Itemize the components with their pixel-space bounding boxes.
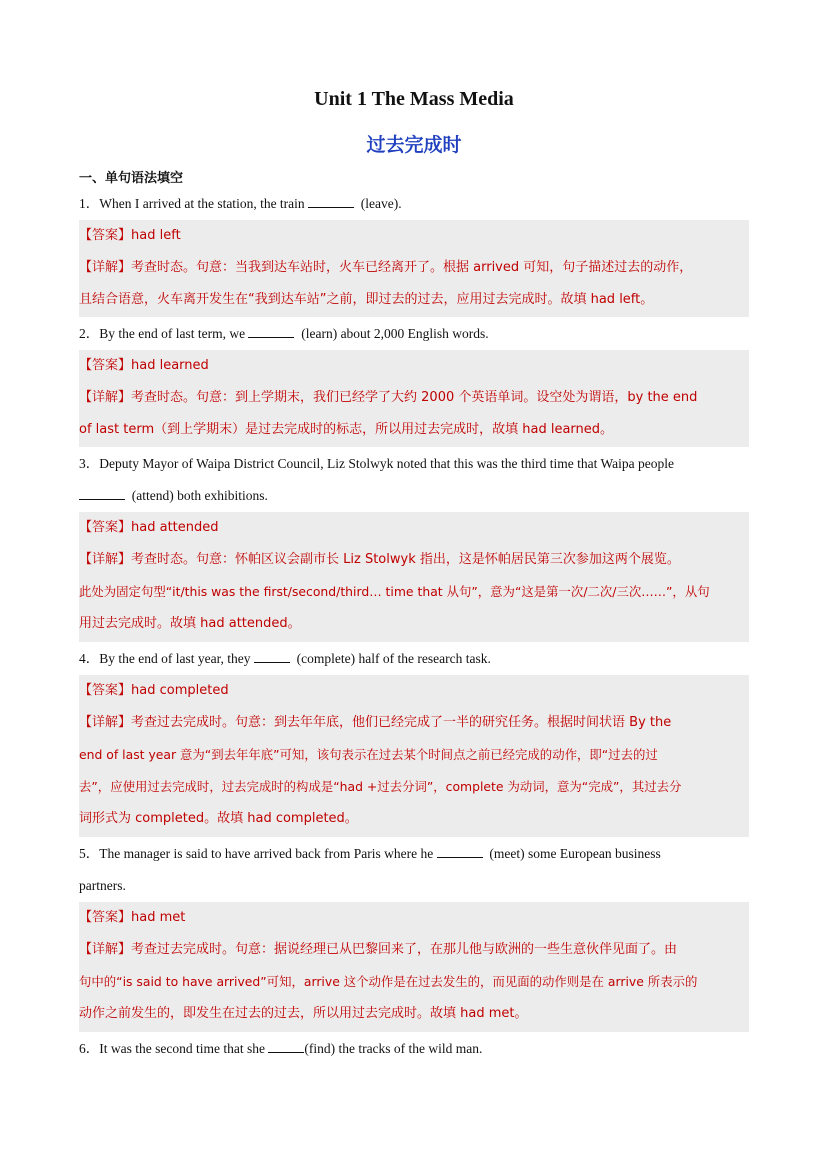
answer-blank[interactable] xyxy=(248,323,294,338)
answer-blank[interactable] xyxy=(254,648,290,663)
answer-blank[interactable] xyxy=(79,485,125,500)
answer-5: 【答案】had met 【详解】考查过去完成时。句意：据说经理已从巴黎回来了，在那儿他与欧洲的一些生意伙伴见面了。由 句中的“is said to have arrived”可知，arrive 这个动作是在过去发生的，而见面的动作则是在 arrive 所表示的 动作之前发生的，即发生在过去的过去，所以用过去完成时。故填 had met。 xyxy=(79,910,698,1021)
question-2: 2．By the end of last term, we (learn) about 2,000 English words. xyxy=(79,318,749,350)
page-subtitle: 过去完成时 xyxy=(366,134,462,156)
page-title: Unit 1 The Mass Media xyxy=(314,88,514,110)
question-5: 5．The manager is said to have arrived back from Paris where he (meet) some European business partners. xyxy=(79,838,749,902)
question-6: 6．It was the second time that she (find) the tracks of the wild man. xyxy=(79,1033,749,1065)
answer-4: 【答案】had completed 【详解】考查过去完成时。句意：到去年年底，他们已经完成了一半的研究任务。根据时间状语 By the end of last year 意为“到去年年底”可知，该句表示在过去某个时间点之前已经完成的动作，即“过去的过 去”，应使用过去完成时，过去完成时的构成是“had +过去分词”，complete 为动词，意为“完成”，其过去分 词形式为 completed。故填 had completed。 xyxy=(79,683,682,826)
answer-blank[interactable] xyxy=(308,193,354,208)
answer-2: 【答案】had learned 【详解】考查时态。句意：到上学期末，我们已经学了大约 2000 个英语单词。设空处为谓语，by the end of last term（到上学期末）是过去完成时的标志，所以用过去完成时，故填 had learned。 xyxy=(79,358,698,437)
question-4: 4．By the end of last year, they (complete) half of the research task. xyxy=(79,643,749,675)
answer-3: 【答案】had attended 【详解】考查时态。句意：怀帕区议会副市长 Liz Stolwyk 指出，这是怀帕居民第三次参加这两个展览。 此处为固定句型“it/this was the first/second/third… time that 从句”，意为“这是第一次/二次/三次……”，从句 用过去完成时。故填 had attended。 xyxy=(79,520,710,631)
question-1: 1．When I arrived at the station, the train (leave). xyxy=(79,188,749,220)
section-heading: 一、单句语法填空 xyxy=(79,171,184,186)
answer-1: 【答案】had left 【详解】考查时态。句意：当我到达车站时，火车已经离开了。根据 arrived 可知，句子描述过去的动作， 且结合语意，火车离开发生在“我到达车站”之前，即过去的过去，应用过去完成时。故填 had left。 xyxy=(79,228,693,307)
answer-blank[interactable] xyxy=(268,1038,304,1053)
answer-blank[interactable] xyxy=(437,843,483,858)
question-3: 3．Deputy Mayor of Waipa District Council, Liz Stolwyk noted that this was the third time that Waipa people (attend) both exhibitions. xyxy=(79,456,674,503)
